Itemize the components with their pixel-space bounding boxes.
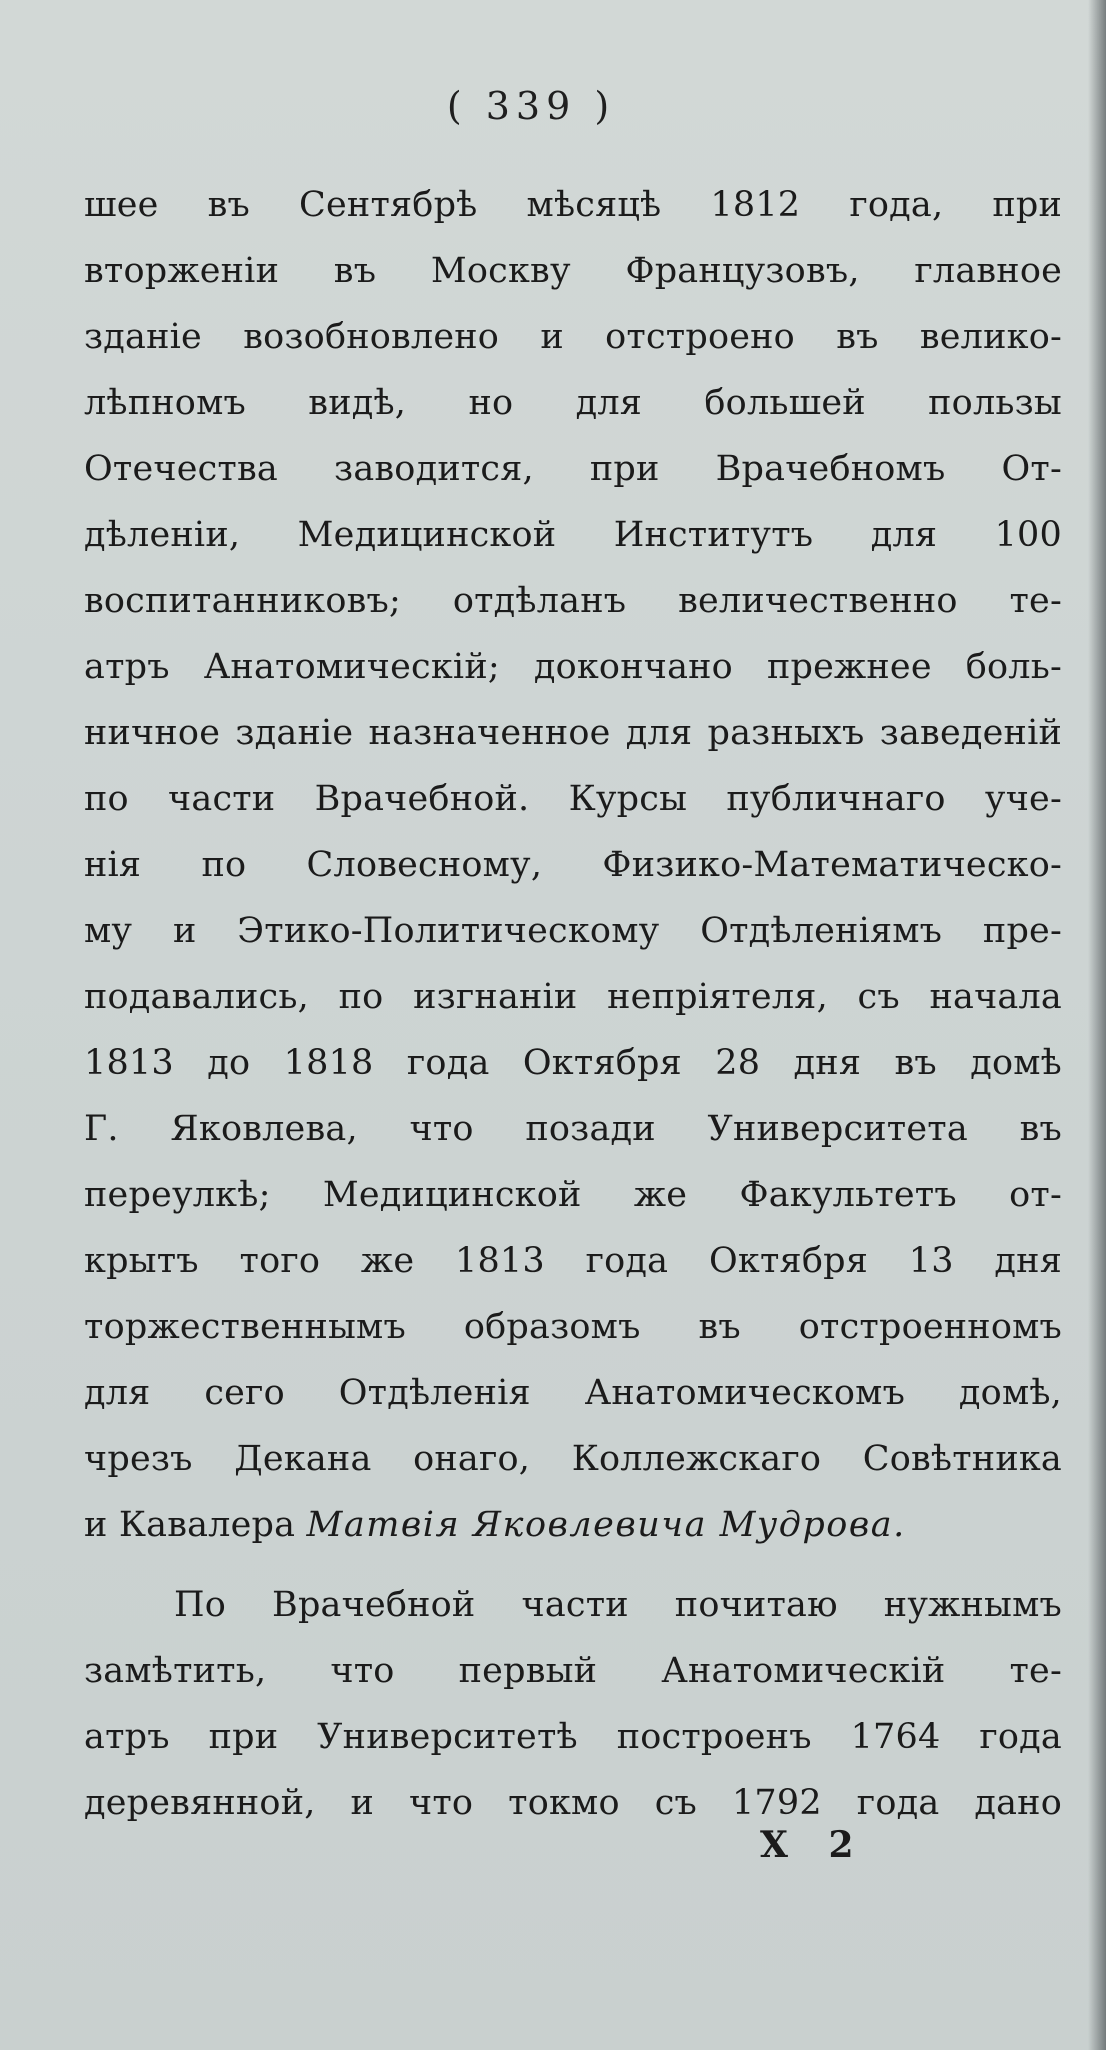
text-line: деревянной, и что токмо съ 1792 года дано: [84, 1783, 1062, 1823]
text-line: зданіе возобновлено и отстроено въ велико-: [84, 317, 1062, 357]
paragraph-gap: [84, 1558, 1062, 1572]
text-line: Отечества заводится, при Врачебномъ От-: [84, 449, 1062, 489]
text-line: атръ при Университетѣ построенъ 1764 года: [84, 1717, 1062, 1757]
text-line: По Врачебной части почитаю нужнымъ: [174, 1585, 1062, 1625]
text-line: для сего Отдѣленія Анатомическомъ домѣ,: [84, 1373, 1062, 1413]
text-line: му и Этико-Политическому Отдѣленіямъ пре-: [84, 911, 1062, 951]
text-line-with-name: [84, 1492, 1062, 1558]
text-line: атръ Анатомическій; докончано прежнее боль-: [84, 647, 1062, 687]
text-line: лѣпномъ видѣ, но для большей пользы: [84, 383, 1062, 423]
text-line: крытъ того же 1813 года Октября 13 дня: [84, 1241, 1062, 1281]
text-line: Г. Яковлева, что позади Университета въ: [84, 1109, 1062, 1149]
text-line: вторженіи въ Москву Французовъ, главное: [84, 251, 1062, 291]
body-text: [84, 172, 1062, 1836]
page-number: ( 339 ): [446, 84, 616, 128]
signature-mark: X 2: [760, 1824, 868, 1866]
text-line: ничное зданіе назначенное для разныхъ заведеній: [84, 713, 1062, 753]
text-line: 1813 до 1818 года Октября 28 дня въ домѣ: [84, 1043, 1062, 1083]
text-line: дѣленіи, Медицинской Институтъ для 100: [84, 515, 1062, 555]
text-line: воспитанниковъ; отдѣланъ величественно те-: [84, 581, 1062, 621]
text-line: нія по Словесному, Физико-Математическо-: [84, 845, 1062, 885]
italic-person-name: Матвія Яковлевича Мудрова.: [306, 1505, 906, 1545]
text-line: по части Врачебной. Курсы публичнаго уче-: [84, 779, 1062, 819]
text-line: чрезъ Декана онаго, Коллежскаго Совѣтника: [84, 1439, 1062, 1479]
text-line: шее въ Сентябрѣ мѣсяцѣ 1812 года, при: [84, 185, 1062, 225]
text-prefix: и Кавалера: [84, 1505, 307, 1545]
text-line: торжественнымъ образомъ въ отстроенномъ: [84, 1307, 1062, 1347]
page-edge-shadow: [1088, 0, 1106, 2050]
text-line: замѣтить, что первый Анатомическій те-: [84, 1651, 1062, 1691]
text-line: переулкѣ; Медицинской же Факультетъ от-: [84, 1175, 1062, 1215]
text-line: подавались, по изгнаніи непріятеля, съ начала: [84, 977, 1062, 1017]
